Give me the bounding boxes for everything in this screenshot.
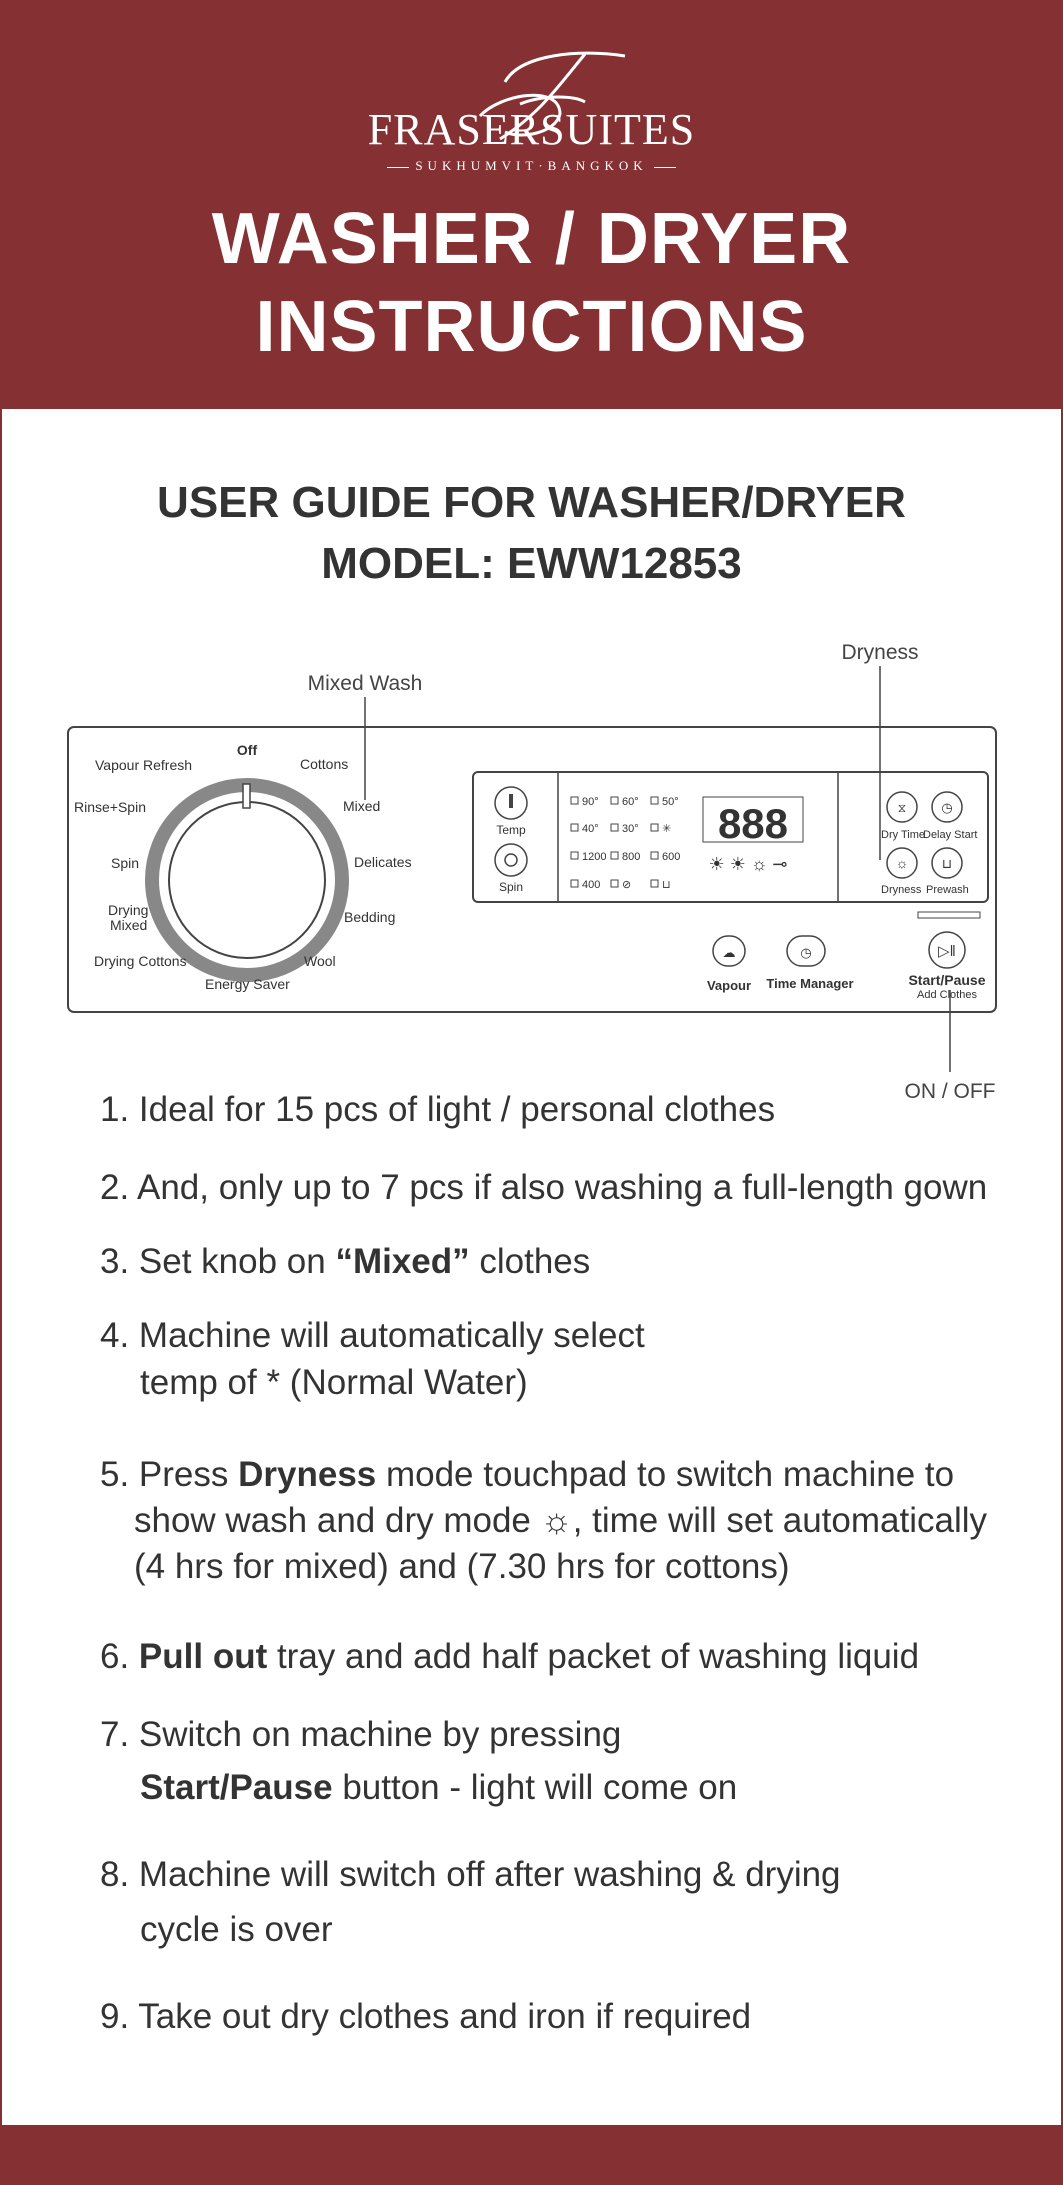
page-title-line2: INSTRUCTIONS [255,287,808,367]
step-5-cont2: (4 hrs for mixed) and (7.30 hrs for cottons) [134,1547,790,1586]
model-title: MODEL: EWW12853 [321,539,742,588]
delay-start-button[interactable] [923,792,977,841]
svg-text:Dryness: Dryness [881,884,922,896]
dryness-button[interactable] [881,848,922,896]
svg-text:Bedding: Bedding [344,909,396,925]
step-4: 4. Machine will automatically select [100,1316,645,1355]
svg-text:40°: 40° [582,823,599,835]
svg-text:Wool: Wool [304,953,336,969]
svg-text:Delicates: Delicates [354,854,412,870]
svg-text:Rinse+Spin: Rinse+Spin [74,799,146,815]
vapour-button[interactable] [707,936,751,993]
svg-text:600: 600 [662,851,681,863]
svg-text:☀ ☀ ☼ ⊸: ☀ ☀ ☼ ⊸ [708,854,788,874]
svg-text:800: 800 [622,851,641,863]
svg-text:⊔: ⊔ [662,879,671,891]
svg-text:90°: 90° [582,796,599,808]
svg-text:Mixed: Mixed [343,798,381,814]
control-panel-diagram [0,630,1063,1100]
callout-mixed-wash: Mixed Wash [307,672,423,695]
svg-text:60°: 60° [622,796,639,808]
step-7: 7. Switch on machine by pressing [100,1715,622,1754]
svg-text:☁: ☁ [722,945,736,960]
step-2: 2. And, only up to 7 pcs if also washing a full-length gown [100,1168,988,1207]
callout-dryness: Dryness [841,641,919,664]
prewash-button[interactable] [926,848,969,896]
step-3: 3. Set knob on “Mixed” clothes [100,1242,591,1281]
svg-text:Spin: Spin [498,880,524,894]
footer-bar [0,2125,1063,2185]
dry-mode-icon: ☼ [540,1501,573,1540]
svg-text:◷: ◷ [800,945,812,960]
svg-text:Drying Cottons: Drying Cottons [94,953,187,969]
svg-text:Mixed: Mixed [110,917,148,933]
temp-spin-options [571,796,680,891]
svg-text:400: 400 [582,879,601,891]
callout-on-off: ON / OFF [904,1080,996,1100]
svg-text:☼: ☼ [895,855,909,871]
step-8: 8. Machine will switch off after washing & drying [100,1855,841,1894]
svg-text:Dry Time: Dry Time [881,829,925,841]
brand-subtitle: SUKHUMVIT·BANGKOK [0,158,1063,174]
step-7-cont: Start/Pause button - light will come on [140,1768,738,1807]
step-9: 9. Take out dry clothes and iron if required [100,1997,752,2036]
step-1: 1. Ideal for 15 pcs of light / personal clothes [100,1090,776,1129]
svg-text:Delay Start: Delay Start [923,829,978,841]
svg-text:◷: ◷ [941,800,953,815]
svg-text:50°: 50° [662,796,679,808]
step-6: 6. Pull out tray and add half packet of washing liquid [100,1637,920,1676]
step-5-cont: show wash and dry mode ☼, time will set automatically [134,1501,987,1540]
svg-text:⧖: ⧖ [897,801,907,815]
brand-name: FRASERSUITES [367,105,696,154]
temp-button[interactable] [495,787,527,837]
svg-text:Prewash: Prewash [926,884,969,896]
step-4-cont: temp of * (Normal Water) [140,1363,528,1402]
step-5: 5. Press Dryness mode touchpad to switch machine to [100,1455,955,1494]
svg-text:1200: 1200 [582,851,607,863]
time-manager-button[interactable] [766,936,853,991]
svg-text:▷‖: ▷‖ [938,943,956,960]
header-banner [0,0,1063,409]
svg-text:Spin: Spin [111,855,140,871]
svg-text:Time Manager: Time Manager [766,976,854,991]
svg-text:Add Clothes: Add Clothes [917,989,977,1001]
svg-text:Vapour: Vapour [706,978,752,993]
spin-button[interactable] [495,844,527,894]
step-8-cont: cycle is over [140,1910,333,1949]
svg-text:Temp: Temp [496,823,526,837]
svg-text:Energy Saver: Energy Saver [205,976,290,992]
svg-text:Vapour Refresh: Vapour Refresh [95,757,193,773]
svg-text:Drying: Drying [108,902,149,918]
start-pause-button[interactable] [908,932,985,1001]
program-dial [74,742,412,992]
page-title-line1: WASHER / DRYER [211,199,852,279]
svg-text:30°: 30° [622,823,639,835]
svg-text:888: 888 [717,800,789,847]
svg-text:⊘: ⊘ [622,879,632,891]
svg-text:⊔: ⊔ [941,856,953,871]
guide-title: USER GUIDE FOR WASHER/DRYER [157,478,906,527]
digital-display [703,797,803,874]
dry-time-button[interactable] [881,792,925,841]
svg-text:Start/Pause: Start/Pause [908,972,986,988]
svg-text:Off: Off [236,742,258,758]
svg-text:✳: ✳ [662,823,672,835]
svg-text:Cottons: Cottons [300,756,349,772]
